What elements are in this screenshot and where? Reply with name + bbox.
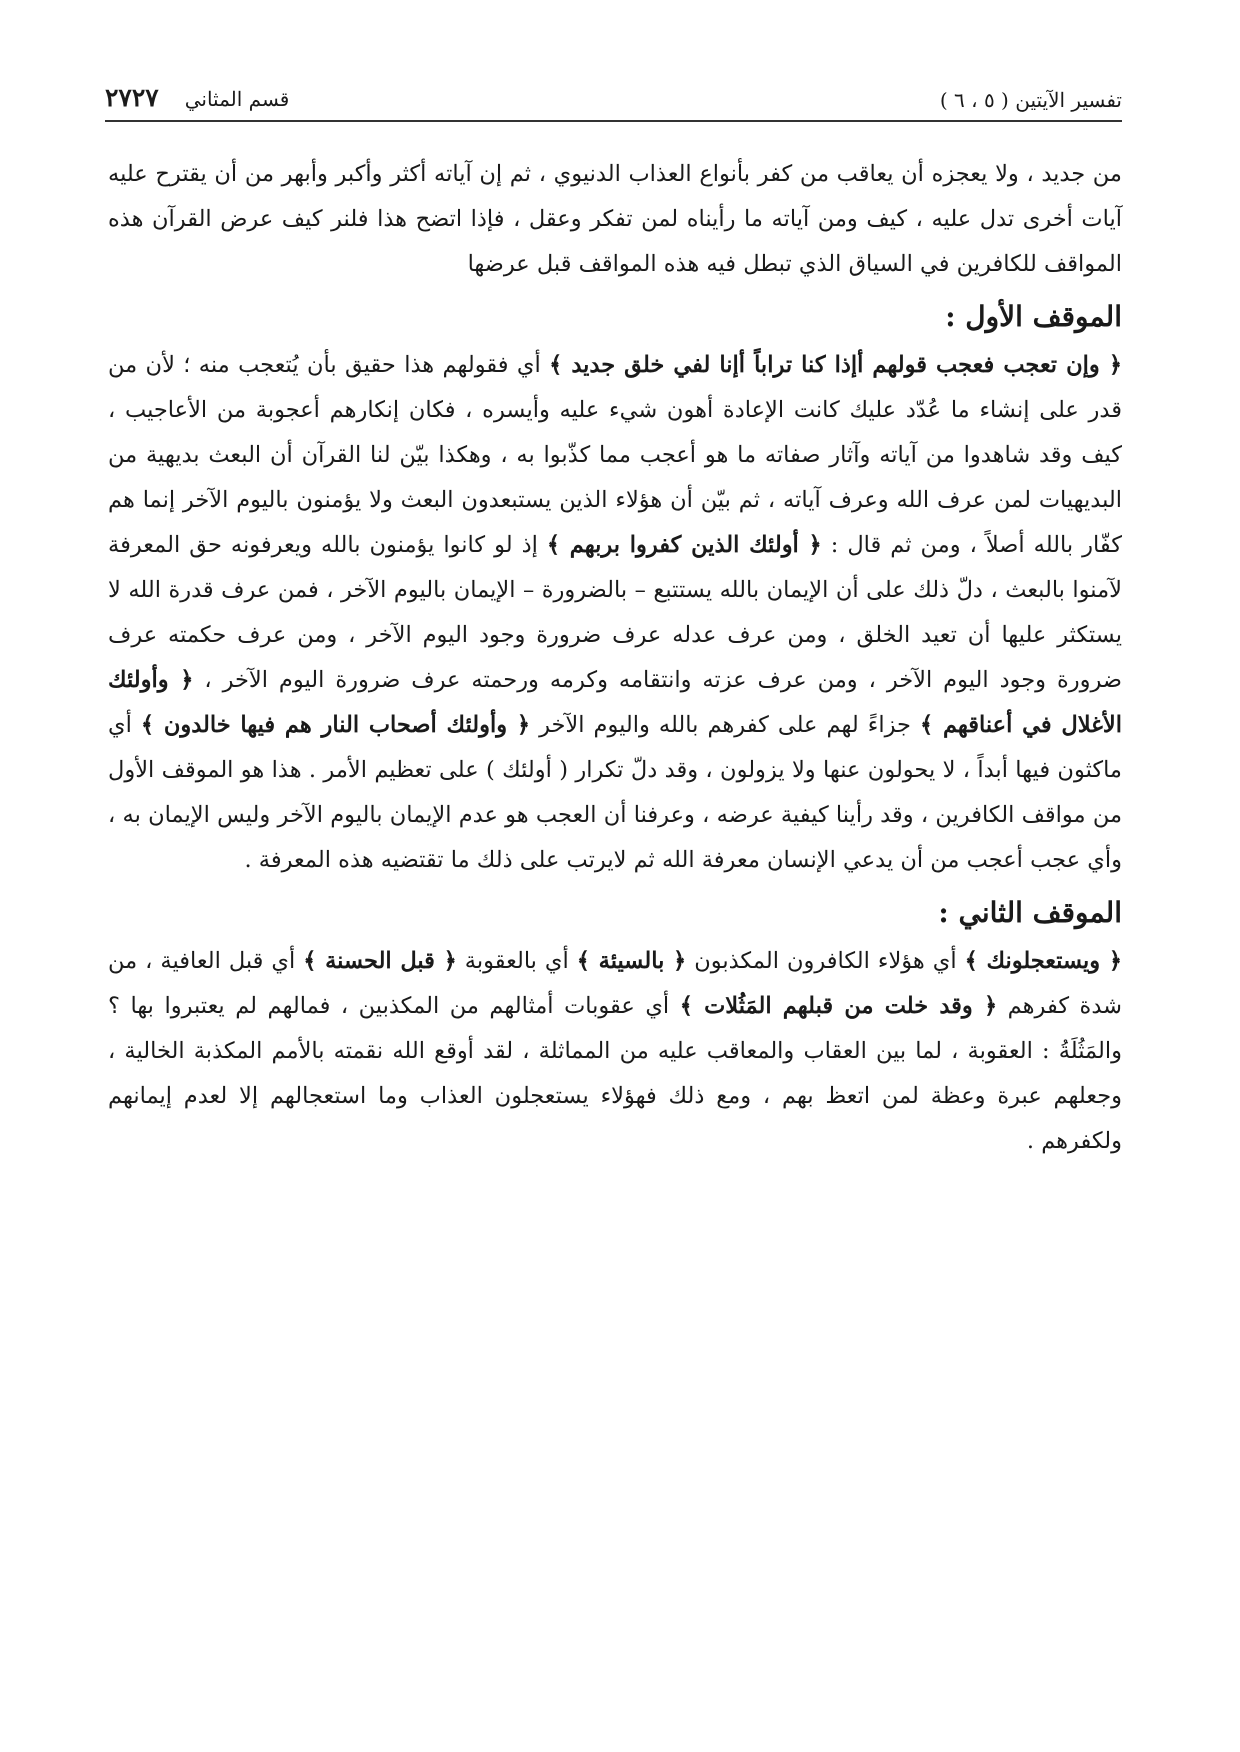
section-second-paragraph [108,939,1122,1164]
quran-verse: ﴿ وأولئك الأغلال في أعناقهم ﴾ [108,667,1122,738]
quran-verse: ﴿ ويستعجلونك ﴾ [964,948,1122,974]
page-body [108,152,1122,1164]
commentary-text: أي عقوبات أمثالهم من المكذبين ، فمالهم لم يعتبروا بها ؟ والمَثُلَةُ : العقوبة ، لما بين العقاب والمعاقب عليه من المماثلة ، لقد أوقع الله نقمته بالأمم المكذبة الخالية ، وجعلهم عبرة وعظة لمن اتعظ بهم ، ومع ذلك فهؤلاء يستعجلون العذاب وما استعجالهم إلا لعدم إيمانهم ولكفرهم . [108,993,1122,1154]
commentary-text: أي ماكثون فيها أبداً ، لا يحولون عنها ولا يزولون ، وقد دلّ تكرار ( أولئك ) على تعظيم الأمر . هذا هو الموقف الأول من مواقف الكافرين ، وقد رأينا كيفية عرضه ، وعرفنا أن العجب هو عدم الإيمان باليوم الآخر وليس الإيمان به ، وأي عجب أعجب من أن يدعي الإنسان معرفة الله ثم لايرتب على ذلك ما تقتضيه هذه المعرفة . [108,712,1122,873]
page-number: ٢٧٢٧ [105,83,159,112]
header-left-group [105,83,289,112]
intro-paragraph: من جديد ، ولا يعجزه أن يعاقب من كفر بأنواع العذاب الدنيوي ، ثم إن آياته أكثر وأكبر وأبهر من أن يقترح عليه آيات أخرى تدل عليه ، كيف ومن آياته ما رأيناه لمن تفكر وعقل ، فإذا اتضح هذا فلنر كيف عرض القرآن هذه المواقف للكافرين في السياق الذي تبطل فيه هذه المواقف قبل عرضها [108,161,1122,277]
commentary-text: إذ لو كانوا يؤمنون بالله ويعرفونه حق المعرفة لآمنوا بالبعث ، دلّ ذلك على أن الإيمان بالله يستتبع – بالضرورة – الإيمان باليوم الآخر ، فمن عرف قدرة الله لا يستكثر عليها أن تعيد الخلق ، ومن عرف عدله عرف ضرورة وجود اليوم الآخر ، ومن عرف حكمته عرف ضرورة وجود اليوم الآخر ، ومن عرف عزته وانتقامه وكرمه ورحمته عرف ضرورة اليوم الآخر ، [108,532,1122,693]
quran-verse: ﴿ وأولئك أصحاب النار هم فيها خالدون ﴾ [140,712,531,738]
header-rule [105,120,1122,122]
quran-verse: ﴿ أولئك الذين كفروا بربهم ﴾ [546,532,822,558]
page-header [105,62,1122,112]
running-title: تفسير الآيتين ( ٥ ، ٦ ) [939,88,1122,112]
commentary-text: جزاءً لهم على كفرهم بالله واليوم الآخر [530,712,921,738]
quran-verse: ﴿ وإن تعجب فعجب قولهم أإذا كنا تراباً أإنا لفي خلق جديد ﴾ [549,352,1123,378]
book-title: قسم المثاني [184,87,290,111]
quran-verse: ﴿ وقد خلت من قبلهم المَثُلات ﴾ [679,993,998,1019]
quran-verse: ﴿ بالسيئة ﴾ [576,948,687,974]
section-heading-first: الموقف الأول : [945,300,1122,333]
commentary-text: أي فقولهم هذا حقيق بأن يُتعجب منه ؛ لأن من قدر على إنشاء ما عُدّد عليك كانت الإعادة أهون شيء عليه وأيسره ، فكان إنكارهم أعجوبة من الأعاجيب ، كيف وقد شاهدوا من آياته وآثار صفاته ما هو أعجب مما كذّبوا به ، وهكذا بيّن لنا القرآن أن البعث بديهية من البديهيات لمن عرف الله وعرف آياته ، ثم بيّن أن هؤلاء الذين يستبعدون البعث ولا يؤمنون باليوم الآخر إنما هم كفّار بالله أصلاً ، ومن ثم قال : [108,352,1122,558]
quran-verse: ﴿ قبل الحسنة ﴾ [303,948,457,974]
section-heading-second: الموقف الثاني : [938,896,1122,929]
section-first-paragraph [108,343,1122,883]
commentary-text: أي بالعقوبة [456,948,577,974]
commentary-text: أي قبل العافية ، من شدة كفرهم [108,948,1123,1019]
commentary-text: أي هؤلاء الكافرون المكذبون [686,948,965,974]
